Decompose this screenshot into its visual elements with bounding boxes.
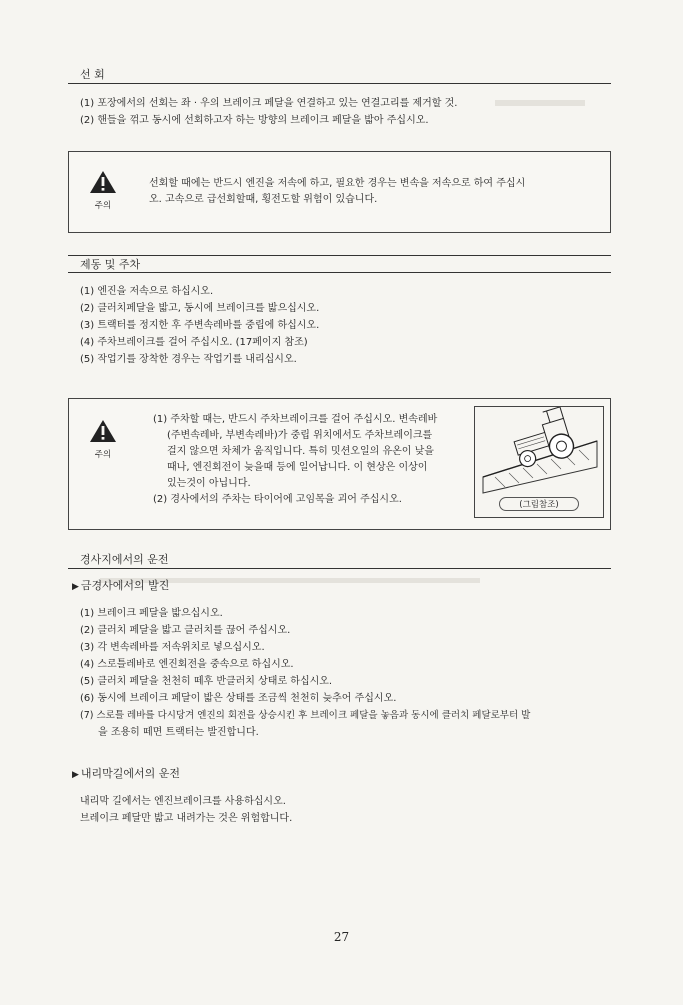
warning-line: 걸지 않으면 차체가 움직입니다. 특히 밋션오일의 유온이 낮을 bbox=[167, 446, 434, 457]
list-item: 내리막 길에서는 엔진브레이크를 사용하십시오. bbox=[80, 796, 286, 807]
arrow-right-icon: ▶ bbox=[72, 582, 79, 592]
downhill-text bbox=[80, 793, 292, 827]
list-item: (7) 스로틀 레바를 다시당겨 엔진의 회전을 상승시킨 후 브레이크 페달을 놓음과 동시에 클러치 페달로부터 발 bbox=[80, 710, 531, 721]
warning-marker bbox=[83, 170, 123, 211]
list-item: (2) 클러치 페달을 밟고 클러치를 끊어 주십시오. bbox=[80, 625, 291, 636]
warning-label: 주의 bbox=[94, 450, 112, 460]
list-item: 브레이크 페달만 밟고 내려가는 것은 위험합니다. bbox=[80, 813, 293, 824]
tractor-on-slope-figure bbox=[474, 406, 604, 518]
list-item: (4) 스로틀레바로 엔진회전을 중속으로 하십시오. bbox=[80, 659, 294, 670]
warning-line: (2) 경사에서의 주차는 타이어에 고임목을 괴어 주십시오. bbox=[153, 494, 402, 505]
list-item: (1) 엔진을 저속으로 하십시오. bbox=[80, 286, 214, 297]
heading-text: 제동 및 주차 bbox=[80, 258, 141, 271]
list-item: (3) 트랙터를 정지한 후 주변속레바를 중립에 하십시오. bbox=[80, 320, 320, 331]
warning-label: 주의 bbox=[94, 201, 112, 211]
list-item: (4) 주차브레이크를 걸어 주십시오. (17페이지 참조) bbox=[80, 337, 308, 348]
list-item: 을 조용히 떼면 트랙터는 발진합니다. bbox=[98, 727, 259, 738]
heading-text: 경사지에서의 운전 bbox=[80, 553, 169, 566]
warning-line: 오. 고속으로 급선회할때, 횡전도할 위험이 있습니다. bbox=[149, 194, 378, 205]
tractor-slope-illustration bbox=[475, 407, 603, 495]
turning-list bbox=[80, 95, 457, 129]
list-item: (2) 클러치페달을 밟고, 동시에 브레이크를 밟으십시오. bbox=[80, 303, 320, 314]
uphill-list bbox=[80, 605, 530, 741]
list-item: (1) 브레이크 페달을 밟으십시오. bbox=[80, 608, 223, 619]
list-item: (6) 동시에 브레이크 페달이 밟은 상태를 조금씩 천천히 늦추어 주십시오. bbox=[80, 693, 397, 704]
figure-caption: (그림참조) bbox=[499, 497, 579, 511]
list-item: (1) 포장에서의 선회는 좌 · 우의 브레이크 페달을 연결하고 있는 연결고리를 제거할 것. bbox=[80, 98, 458, 109]
subheading-downhill bbox=[72, 766, 180, 782]
warning-marker bbox=[83, 419, 123, 460]
heading-text: 선 회 bbox=[80, 68, 105, 81]
warning-text-parking bbox=[153, 412, 437, 508]
warning-triangle-icon bbox=[89, 419, 117, 443]
list-item: (5) 클러치 페달을 천천히 떼후 반클러치 상태로 하십시오. bbox=[80, 676, 333, 687]
page-number: 27 bbox=[333, 930, 350, 944]
subheading-text: 내리막길에서의 운전 bbox=[80, 767, 181, 780]
warning-line: 선회할 때에는 반드시 엔진을 저속에 하고, 필요한 경우는 변속을 저속으로 하여 주십시 bbox=[149, 178, 526, 189]
section-heading-turning bbox=[68, 66, 611, 84]
section-heading-braking bbox=[68, 255, 611, 273]
subheading-text: 금경사에서의 발진 bbox=[80, 579, 170, 592]
warning-triangle-icon bbox=[89, 170, 117, 194]
warning-line: 있는것이 아닙니다. bbox=[167, 478, 251, 489]
subheading-uphill bbox=[72, 578, 169, 594]
warning-line: 때나, 엔진회전이 늦을때 등에 일어납니다. 이 현상은 이상이 bbox=[167, 462, 428, 473]
warning-line: (1) 주차할 때는, 반드시 주차브레이크를 걸어 주십시오. 변속레바 bbox=[153, 414, 438, 425]
warning-line: (주변속레바, 부변속레바)가 중립 위치에서도 주차브레이크를 bbox=[167, 430, 433, 441]
list-item: (5) 작업기를 장착한 경우는 작업기를 내리십시오. bbox=[80, 354, 297, 365]
arrow-right-icon: ▶ bbox=[72, 770, 79, 780]
braking-list bbox=[80, 283, 319, 368]
warning-box-turning bbox=[68, 151, 611, 233]
section-heading-slope bbox=[68, 551, 611, 569]
list-item: (3) 각 변속레바를 저속위치로 넣으십시오. bbox=[80, 642, 265, 653]
warning-text-turning bbox=[149, 176, 525, 208]
list-item: (2) 핸들을 꺾고 동시에 선회하고자 하는 방향의 브레이크 페달을 밟아 주십시오. bbox=[80, 115, 429, 126]
